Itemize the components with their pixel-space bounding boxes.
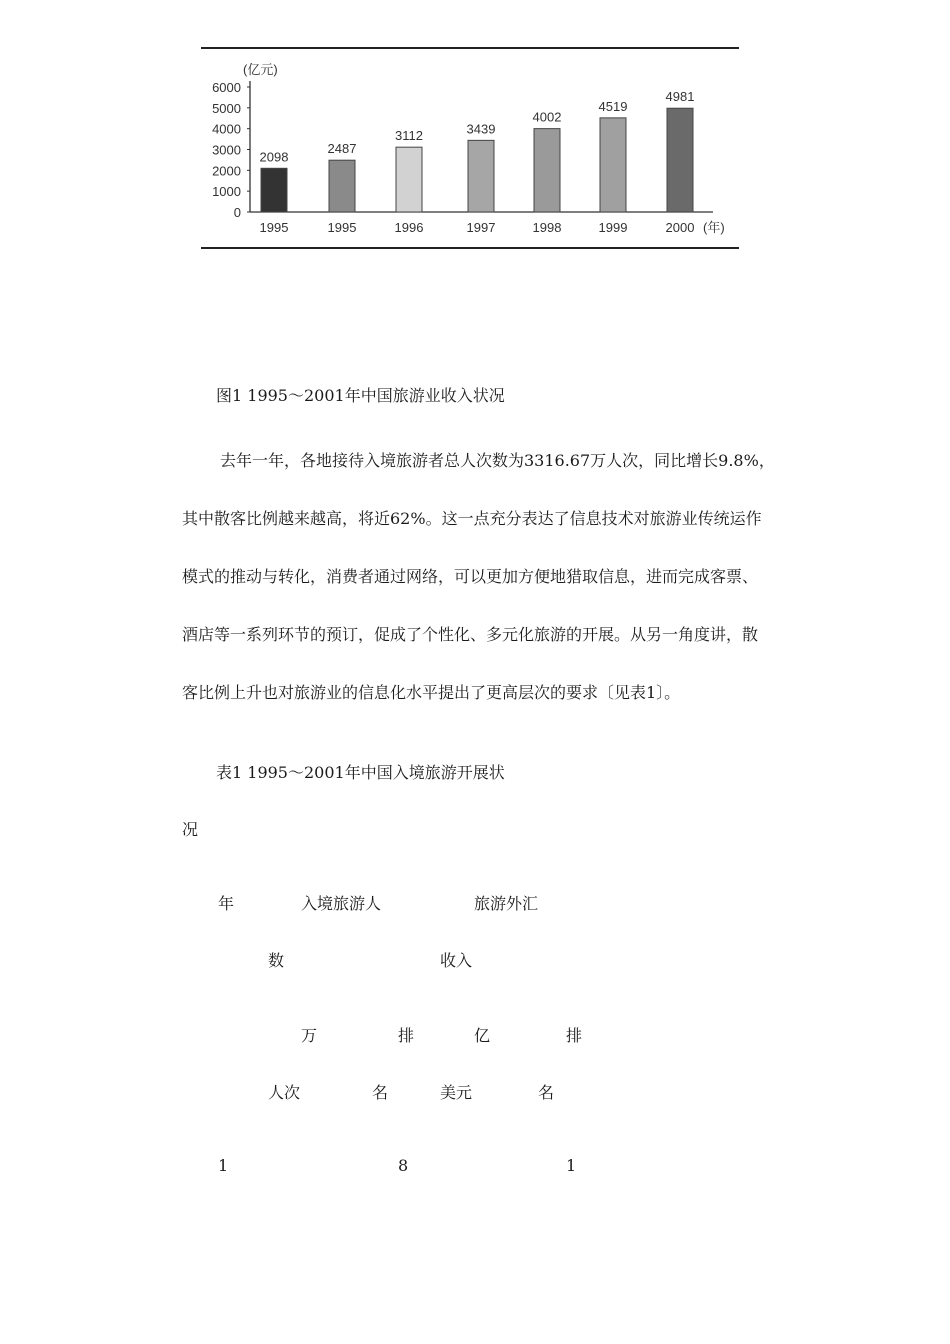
bar	[329, 160, 355, 212]
body-paragraph	[182, 432, 882, 722]
table-caption-line2: 况	[182, 820, 199, 839]
paragraph-line: 去年一年，各地接待入境旅游者总人次数为3316.67万人次，同比增长9.8%，	[220, 451, 775, 470]
y-tick-label: 4000	[212, 121, 241, 137]
bar-value-label: 4519	[598, 98, 628, 114]
table-subheader-rank-2: 排	[566, 1026, 583, 1045]
x-tick-label: 2000	[665, 220, 695, 235]
table-cell-rank: 8	[398, 1156, 409, 1175]
y-tick-label: 2000	[212, 163, 241, 179]
y-tick-label: 5000	[212, 100, 241, 116]
x-tick-label: 1997	[466, 220, 496, 235]
table-subheader-yi: 亿	[474, 1026, 491, 1045]
table-subheader-rank: 排	[398, 1026, 415, 1045]
bar-chart-svg	[195, 40, 745, 255]
x-tick-label: 1999	[598, 220, 628, 235]
x-tick-label: 1998	[532, 220, 562, 235]
table-subheader-meiyuan: 美元	[440, 1083, 473, 1102]
x-tick-label: 1995	[259, 220, 289, 235]
table-header-forex-cont: 收入	[440, 951, 473, 970]
x-tick-label: 1995	[327, 220, 357, 235]
x-tick-label: 1996	[394, 220, 424, 235]
table-header-tourists-cont: 数	[268, 951, 285, 970]
paragraph-line: 模式的推动与转化，消费者通过网络，可以更加方便地猎取信息，进而完成客票、	[182, 567, 759, 586]
x-unit-label: (年)	[703, 220, 725, 235]
y-tick-label: 3000	[212, 142, 241, 158]
table-subheader-ming-2: 名	[538, 1083, 555, 1102]
table-header-forex: 旅游外汇	[474, 894, 539, 913]
bar-value-label: 2487	[327, 141, 357, 157]
paragraph-line: 酒店等一系列环节的预订，促成了个性化、多元化旅游的开展。从另一角度讲，散	[182, 625, 759, 644]
table-subheader-wan: 万	[301, 1026, 318, 1045]
figure-caption: 图1 1995～2001年中国旅游业收入状况	[216, 386, 505, 405]
bar	[667, 108, 693, 212]
table-header-year: 年	[218, 894, 235, 913]
paragraph-line: 其中散客比例越来越高，将近62%。这一点充分表达了信息技术对旅游业传统运作	[182, 509, 762, 528]
y-tick-label: 6000	[212, 80, 241, 95]
table-cell-year: 1	[218, 1156, 229, 1175]
y-unit-label: (亿元)	[243, 62, 278, 77]
table-cell-forex-rank: 1	[566, 1156, 577, 1175]
bar	[261, 168, 287, 212]
table-caption-line1: 表1 1995～2001年中国入境旅游开展状	[216, 763, 505, 782]
bar	[396, 147, 422, 212]
bar	[600, 118, 626, 212]
bar	[534, 129, 560, 212]
y-tick-label: 1000	[212, 184, 241, 200]
table-subheader-ming: 名	[372, 1083, 389, 1102]
bar-value-label: 4002	[532, 109, 562, 125]
paragraph-line: 客比例上升也对旅游业的信息化水平提出了更高层次的要求〔见表1〕。	[182, 683, 681, 702]
revenue-bar-chart	[195, 40, 745, 255]
table-header-tourists: 入境旅游人	[301, 894, 382, 913]
bar-value-label: 3439	[466, 121, 496, 137]
bar-value-label: 3112	[395, 128, 423, 144]
table-subheader-renci: 人次	[268, 1083, 301, 1102]
y-tick-label: 0	[233, 205, 241, 220]
bar-value-label: 4981	[665, 89, 695, 105]
bar-value-label: 2098	[259, 149, 289, 165]
bar	[468, 140, 494, 212]
